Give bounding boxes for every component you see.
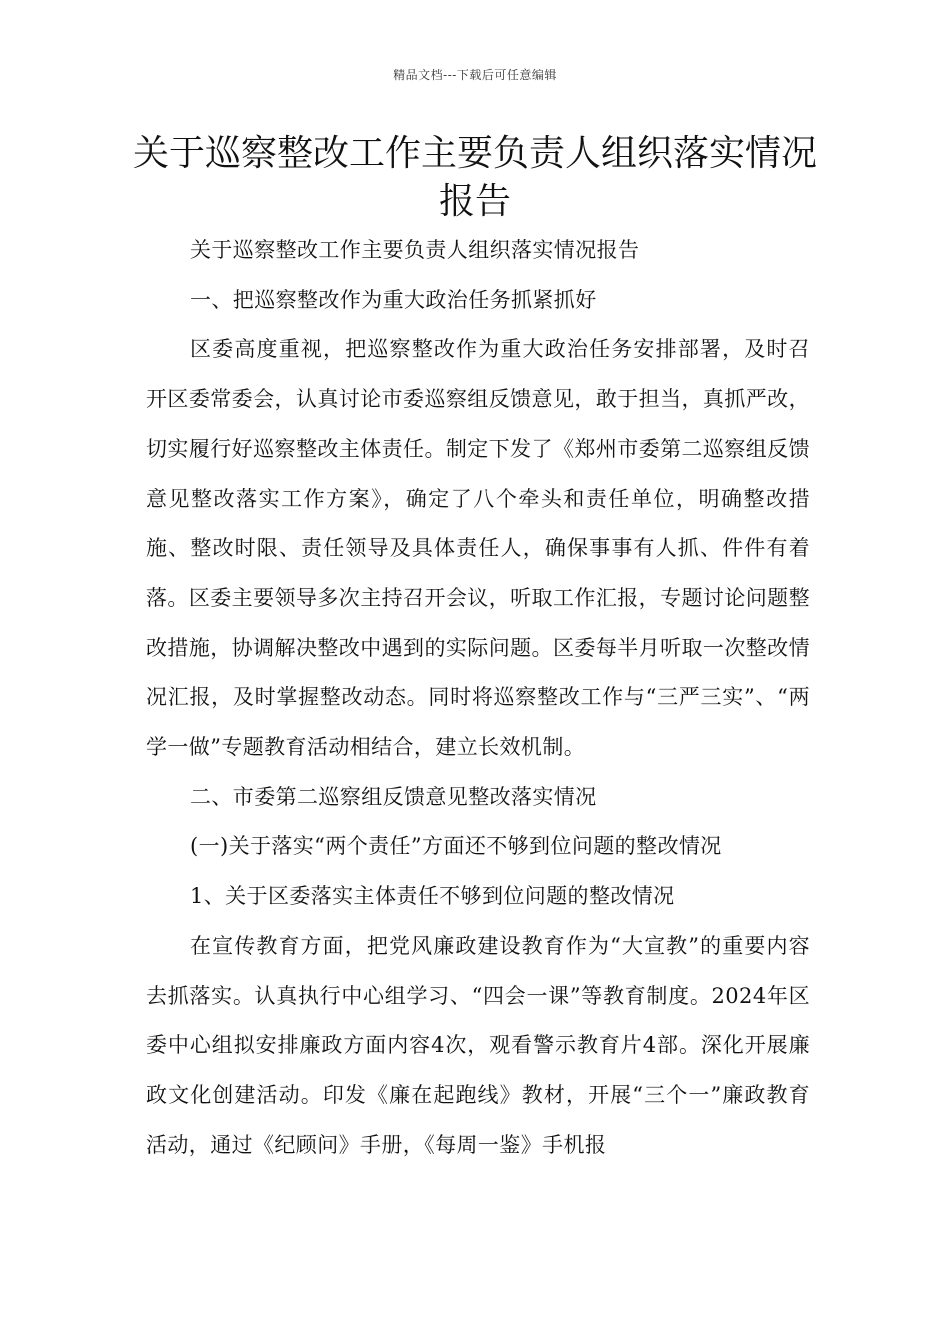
document-body <box>146 226 810 1170</box>
header-note: 精品文档---下载后可任意编辑 <box>393 68 557 82</box>
paragraph-section-1-heading: 一、把巡察整改作为重大政治任务抓紧抓好 <box>190 287 597 312</box>
paragraph-section-2-heading: 二、市委第二巡察组反馈意见整改落实情况 <box>190 784 597 809</box>
paragraph-subtitle: 关于巡察整改工作主要负责人组织落实情况报告 <box>190 238 640 262</box>
paragraph-subsection-1-heading: (一)关于落实“两个责任”方面还不够到位问题的整改情况 <box>190 834 722 859</box>
paragraph-section-1-body: 区委高度重视，把巡察整改作为重大政治任务安排部署，及时召开区委常委会，认真讨论市委巡察组反馈意见，敢于担当，真抓严改，切实履行好巡察整改主体责任。制定下发了《郑州市委第二巡察组反馈意见整改落实工作方案》，确定了八个牵头和责任单位，明确整改措施、整改时限、责任领导及具体责任人，确保事事有人抓、件件有着落。区委主要领导多次主持召开会议，听取工作汇报，专题讨论问题整改措施，协调解决整改中遇到的实际问题。区委每半月听取一次整改情况汇报，及时掌握整改动态。同时将巡察整改工作与“三严三实”、“两学一做”专题教育活动相结合，建立长效机制。 <box>146 337 810 760</box>
document-title: 关于巡察整改工作主要负责人组织落实情况报告 <box>132 133 817 222</box>
paragraph-item-1-heading: 1、关于区委落实主体责任不够到位问题的整改情况 <box>190 884 675 909</box>
paragraph-item-1-body: 在宣传教育方面，把党风廉政建设教育作为“大宣教”的重要内容去抓落实。认真执行中心组学习、“四会一课”等教育制度。2024年区委中心组拟安排廉政方面内容4次，观看警示教育片4部。深化开展廉政文化创建活动。印发《廉在起跑线》教材，开展“三个一”廉政教育活动，通过《纪顾问》手册，《每周一鉴》手机报 <box>146 933 810 1157</box>
